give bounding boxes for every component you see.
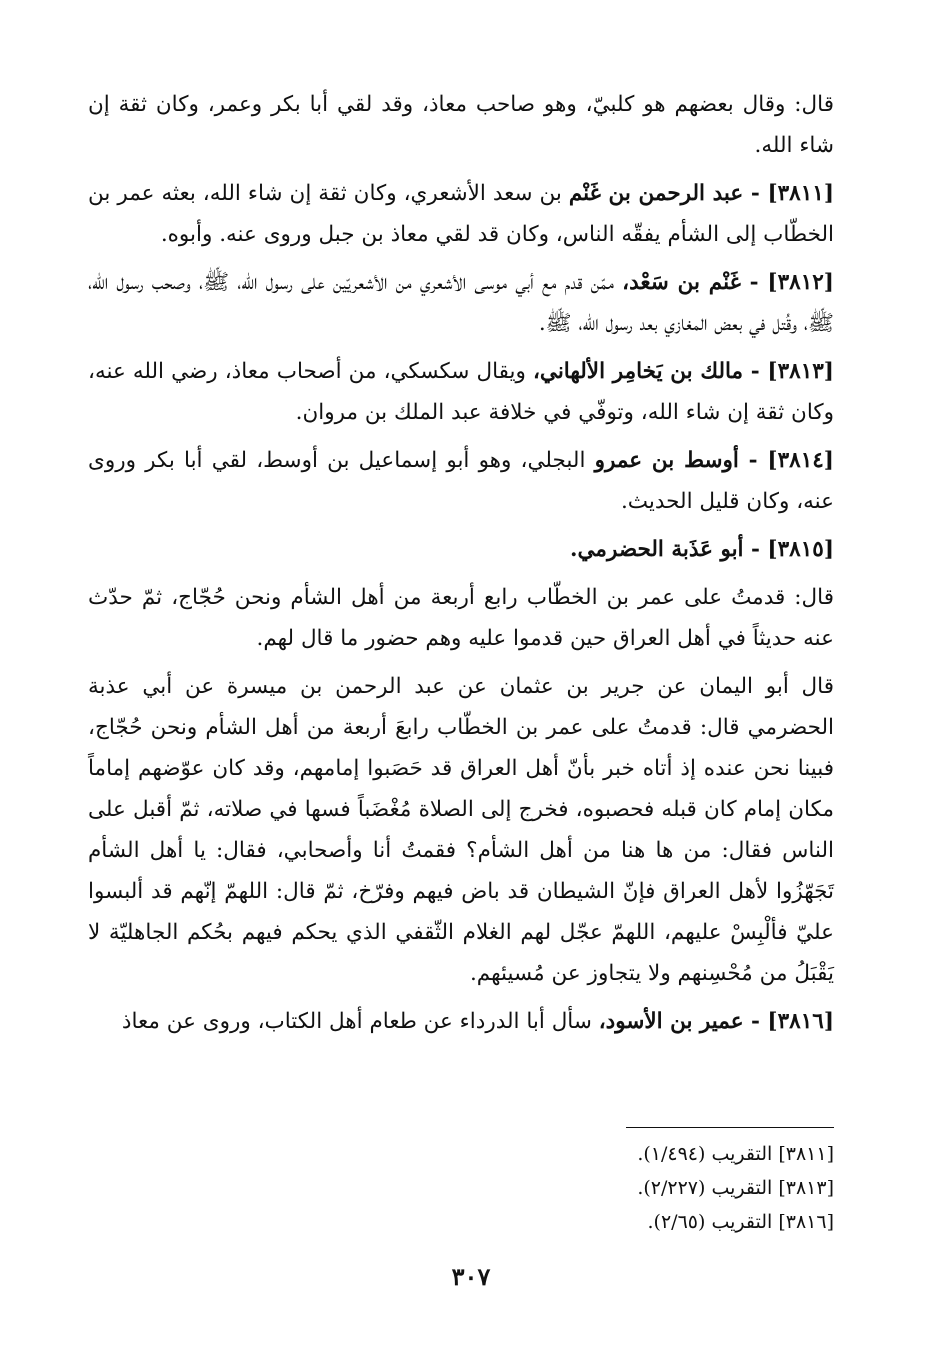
paragraph-p3813 <box>88 351 834 433</box>
main-text <box>88 84 834 1042</box>
entry-number: [٣٨١٣] - <box>743 359 834 384</box>
entry-number: [٣٨١١] - <box>743 181 835 206</box>
paragraph-p3815 <box>88 529 834 570</box>
entry-name: أوسط بن عمرو <box>594 448 739 473</box>
paragraph-p0 <box>88 84 834 166</box>
entry-name: عمير بن الأسود، <box>598 1009 744 1034</box>
paragraph-p3815a <box>88 577 834 659</box>
entry-name: أبو عَذَبة الحضرمي. <box>570 537 744 562</box>
paragraph-p3815b <box>88 666 834 994</box>
entry-name: مالك بن يَخامِر الألهاني، <box>532 359 744 384</box>
paragraph-text: قال: قدمتُ على عمر بن الخطّاب رابع أربعة من أهل الشأم ونحن حُجّاج، ثمّ حدّث عنه حديثاً في أهل العراق حين قدموا عليه وهم حضور ما قال لهم. <box>88 585 834 651</box>
entry-number: [٣٨١٥] - <box>743 537 834 562</box>
footnote: [٣٨١١] التقريب (١/٤٩٤). <box>637 1143 834 1165</box>
paragraph-p3811 <box>88 173 834 255</box>
footnote: [٣٨١٣] التقريب (٢/٢٢٧). <box>637 1177 834 1199</box>
entry-name: عبد الرحمن بن غَنْم <box>568 181 744 206</box>
paragraph-p3816 <box>88 1001 834 1042</box>
paragraph-p3814 <box>88 440 834 522</box>
entry-number: [٣٨١٤] - <box>738 448 834 473</box>
paragraph-text: سأل أبا الدرداء عن طعام أهل الكتاب، وروى عن معاذ <box>121 1009 599 1034</box>
footnote-separator <box>626 1127 834 1128</box>
entry-number: [٣٨١٦] - <box>743 1009 834 1034</box>
paragraph-text: قال أبو اليمان عن جرير بن عثمان عن عبد الرحمن بن ميسرة عن أبي عذبة الحضرمي قال: قدمتُ على عمر بن الخطّاب رابعَ أربعة من أهل الشأم ونحن حُجّاج، فبينا نحن عنده إذ أتاه خبر بأنّ أهل العراق قد حَصَبوا إمامهم، وقد كان عوّضهم إماماً مكان إمام كان قبله فحصبوه، فخرج إلى الصلاة مُغْضَباً فسها في صلاته، ثمّ أقبل على الناس فقال: من ها هنا من أهل الشأم؟ فقمتُ أنا وأصحابي، فقال: يا أهل الشأم تَجَهّزُوا لأهل العراق فإنّ الشيطان قد باض فيهم وفرّخ، ثمّ قال: اللهمّ إنّهم قد ألبسوا عليّ فألْبِسْ عليهم، اللهمّ عجّل لهم الغلام الثّقفي الذي يحكم فيهم بحُكم الجاهليّة لا يَقْبَلُ من مُحْسِنهم ولا يتجاوز عن مُسيئهم. <box>88 674 834 986</box>
footnotes <box>414 1137 834 1239</box>
entry-number: [٣٨١٢] - <box>740 270 834 295</box>
paragraph-text: البجلي، وهو أبو إسماعيل بن أوسط، لقي أبا بكر وروى عنه، وكان قليل الحديث. <box>88 448 834 514</box>
paragraph-text: قال: وقال بعضهم هو كلبيّ، وهو صاحب معاذ، وقد لقي أبا بكر وعمر، وكان ثقة إن شاء الله. <box>88 92 834 158</box>
page-number: ٣٠٧ <box>451 1262 491 1291</box>
paragraph-text: ممّن قدم مع أبي موسى الأشعري من الأشعريّين على رسول الله، ﷺ، وصحب رسول الله، ﷺ، وقُتل في بعض المغازي بعد رسول الله، ﷺ. <box>88 270 834 336</box>
footnote: [٣٨١٦] التقريب (٢/٦٥). <box>647 1211 834 1233</box>
paragraph-p3812 <box>88 262 834 344</box>
paragraph-text: بن سعد الأشعري، وكان ثقة إن شاء الله، بعثه عمر بن الخطّاب إلى الشأم يفقّه الناس، وكان قد لقي معاذ بن جبل وروى عنه. وأبوه. <box>88 181 834 247</box>
entry-name: غَنْم بن سَعْد، <box>622 270 741 295</box>
paragraph-text: ويقال سكسكي، من أصحاب معاذ، رضي الله عنه، وكان ثقة إن شاء الله، وتوفّي في خلافة عبد الملك بن مروان. <box>88 359 834 425</box>
